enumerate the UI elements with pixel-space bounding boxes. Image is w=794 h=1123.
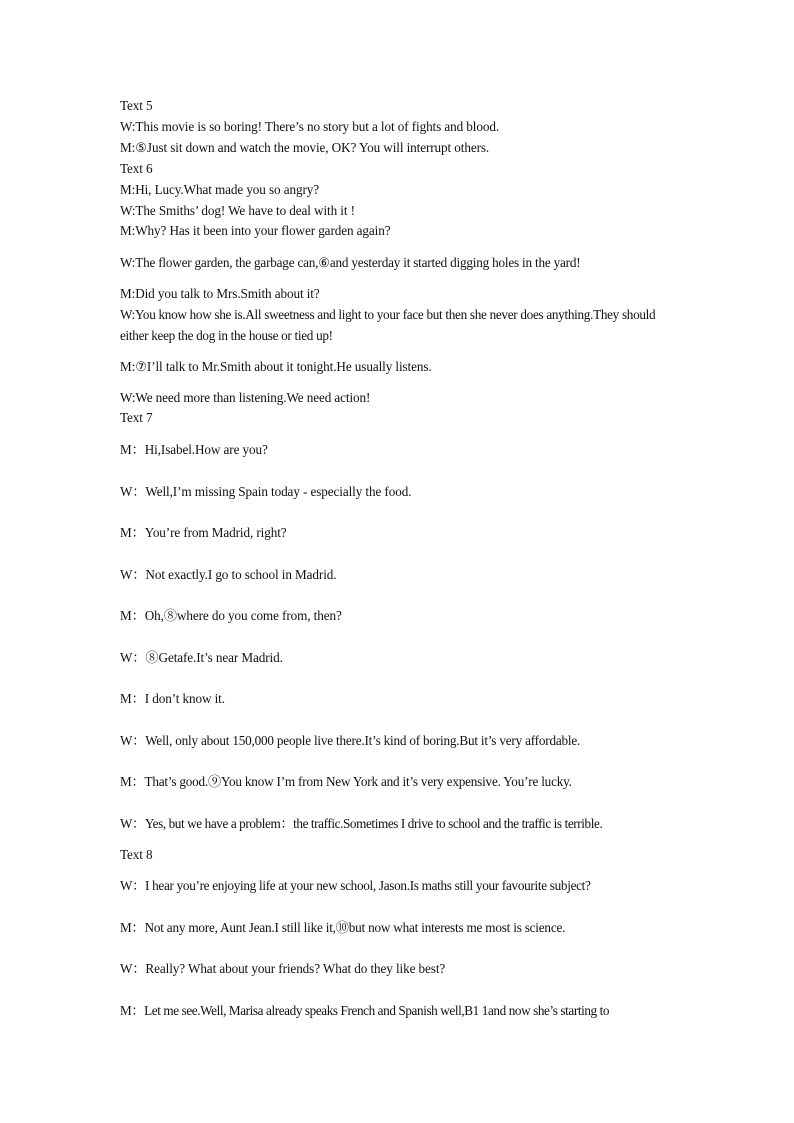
- text6-heading: Text 6: [120, 161, 153, 176]
- dialogue-line: W：Yes, but we have a problem：the traffic.Sometimes I drive to school and the traffic is terrible.: [120, 816, 603, 831]
- dialogue-line: M：Hi,Isabel.How are you?: [120, 442, 268, 457]
- dialogue-line: M:⑤Just sit down and watch the movie, OK? You will interrupt others.: [120, 140, 490, 155]
- text5-heading: Text 5: [120, 98, 153, 113]
- dialogue-line: M：I don’t know it.: [120, 691, 225, 706]
- dialogue-line: W:This movie is so boring! There’s no story but a lot of fights and blood.: [120, 119, 500, 134]
- dialogue-line: W：Well,I’m missing Spain today - especially the food.: [120, 484, 412, 499]
- dialogue-line: W：⑧Getafe.It’s near Madrid.: [120, 650, 283, 665]
- dialogue-line: M：Let me see.Well, Marisa already speaks French and Spanish well,B1 1and now she’s starting to: [120, 1003, 610, 1018]
- dialogue-line: M:Hi, Lucy.What made you so angry?: [120, 182, 319, 197]
- dialogue-line: M：That’s good.⑨You know I’m from New York and it’s very expensive. You’re lucky.: [120, 774, 572, 789]
- dialogue-line: M:Did you talk to Mrs.Smith about it?: [120, 286, 320, 301]
- dialogue-line: M：Oh,⑧where do you come from, then?: [120, 608, 342, 623]
- text8-heading: Text 8: [120, 847, 153, 862]
- dialogue-line: W:The Smiths’ dog! We have to deal with it !: [120, 203, 355, 218]
- dialogue-line: W：Well, only about 150,000 people live there.It’s kind of boring.But it’s very affordable.: [120, 733, 581, 748]
- dialogue-line: M：You’re from Madrid, right?: [120, 525, 287, 540]
- dialogue-line: W:We need more than listening.We need action!: [120, 390, 371, 405]
- dialogue-line: M:⑦I’ll talk to Mr.Smith about it tonight.He usually listens.: [120, 359, 432, 374]
- dialogue-line: M：Not any more, Aunt Jean.I still like it,⑩but now what interests me most is science.: [120, 920, 566, 935]
- dialogue-line: M:Why? Has it been into your flower garden again?: [120, 223, 391, 238]
- dialogue-line: W：Really? What about your friends? What do they like best?: [120, 961, 446, 976]
- dialogue-line: W:The flower garden, the garbage can,⑥and yesterday it started digging holes in the yard!: [120, 255, 581, 270]
- text7-heading: Text 7: [120, 410, 153, 425]
- dialogue-line: W:You know how she is.All sweetness and light to your face but then she never does anything.They should either keep the dog in the house or tied up!: [120, 307, 656, 343]
- dialogue-line: W：Not exactly.I go to school in Madrid.: [120, 567, 337, 582]
- dialogue-line: W：I hear you’re enjoying life at your new school, Jason.Is maths still your favourite subject?: [120, 878, 591, 893]
